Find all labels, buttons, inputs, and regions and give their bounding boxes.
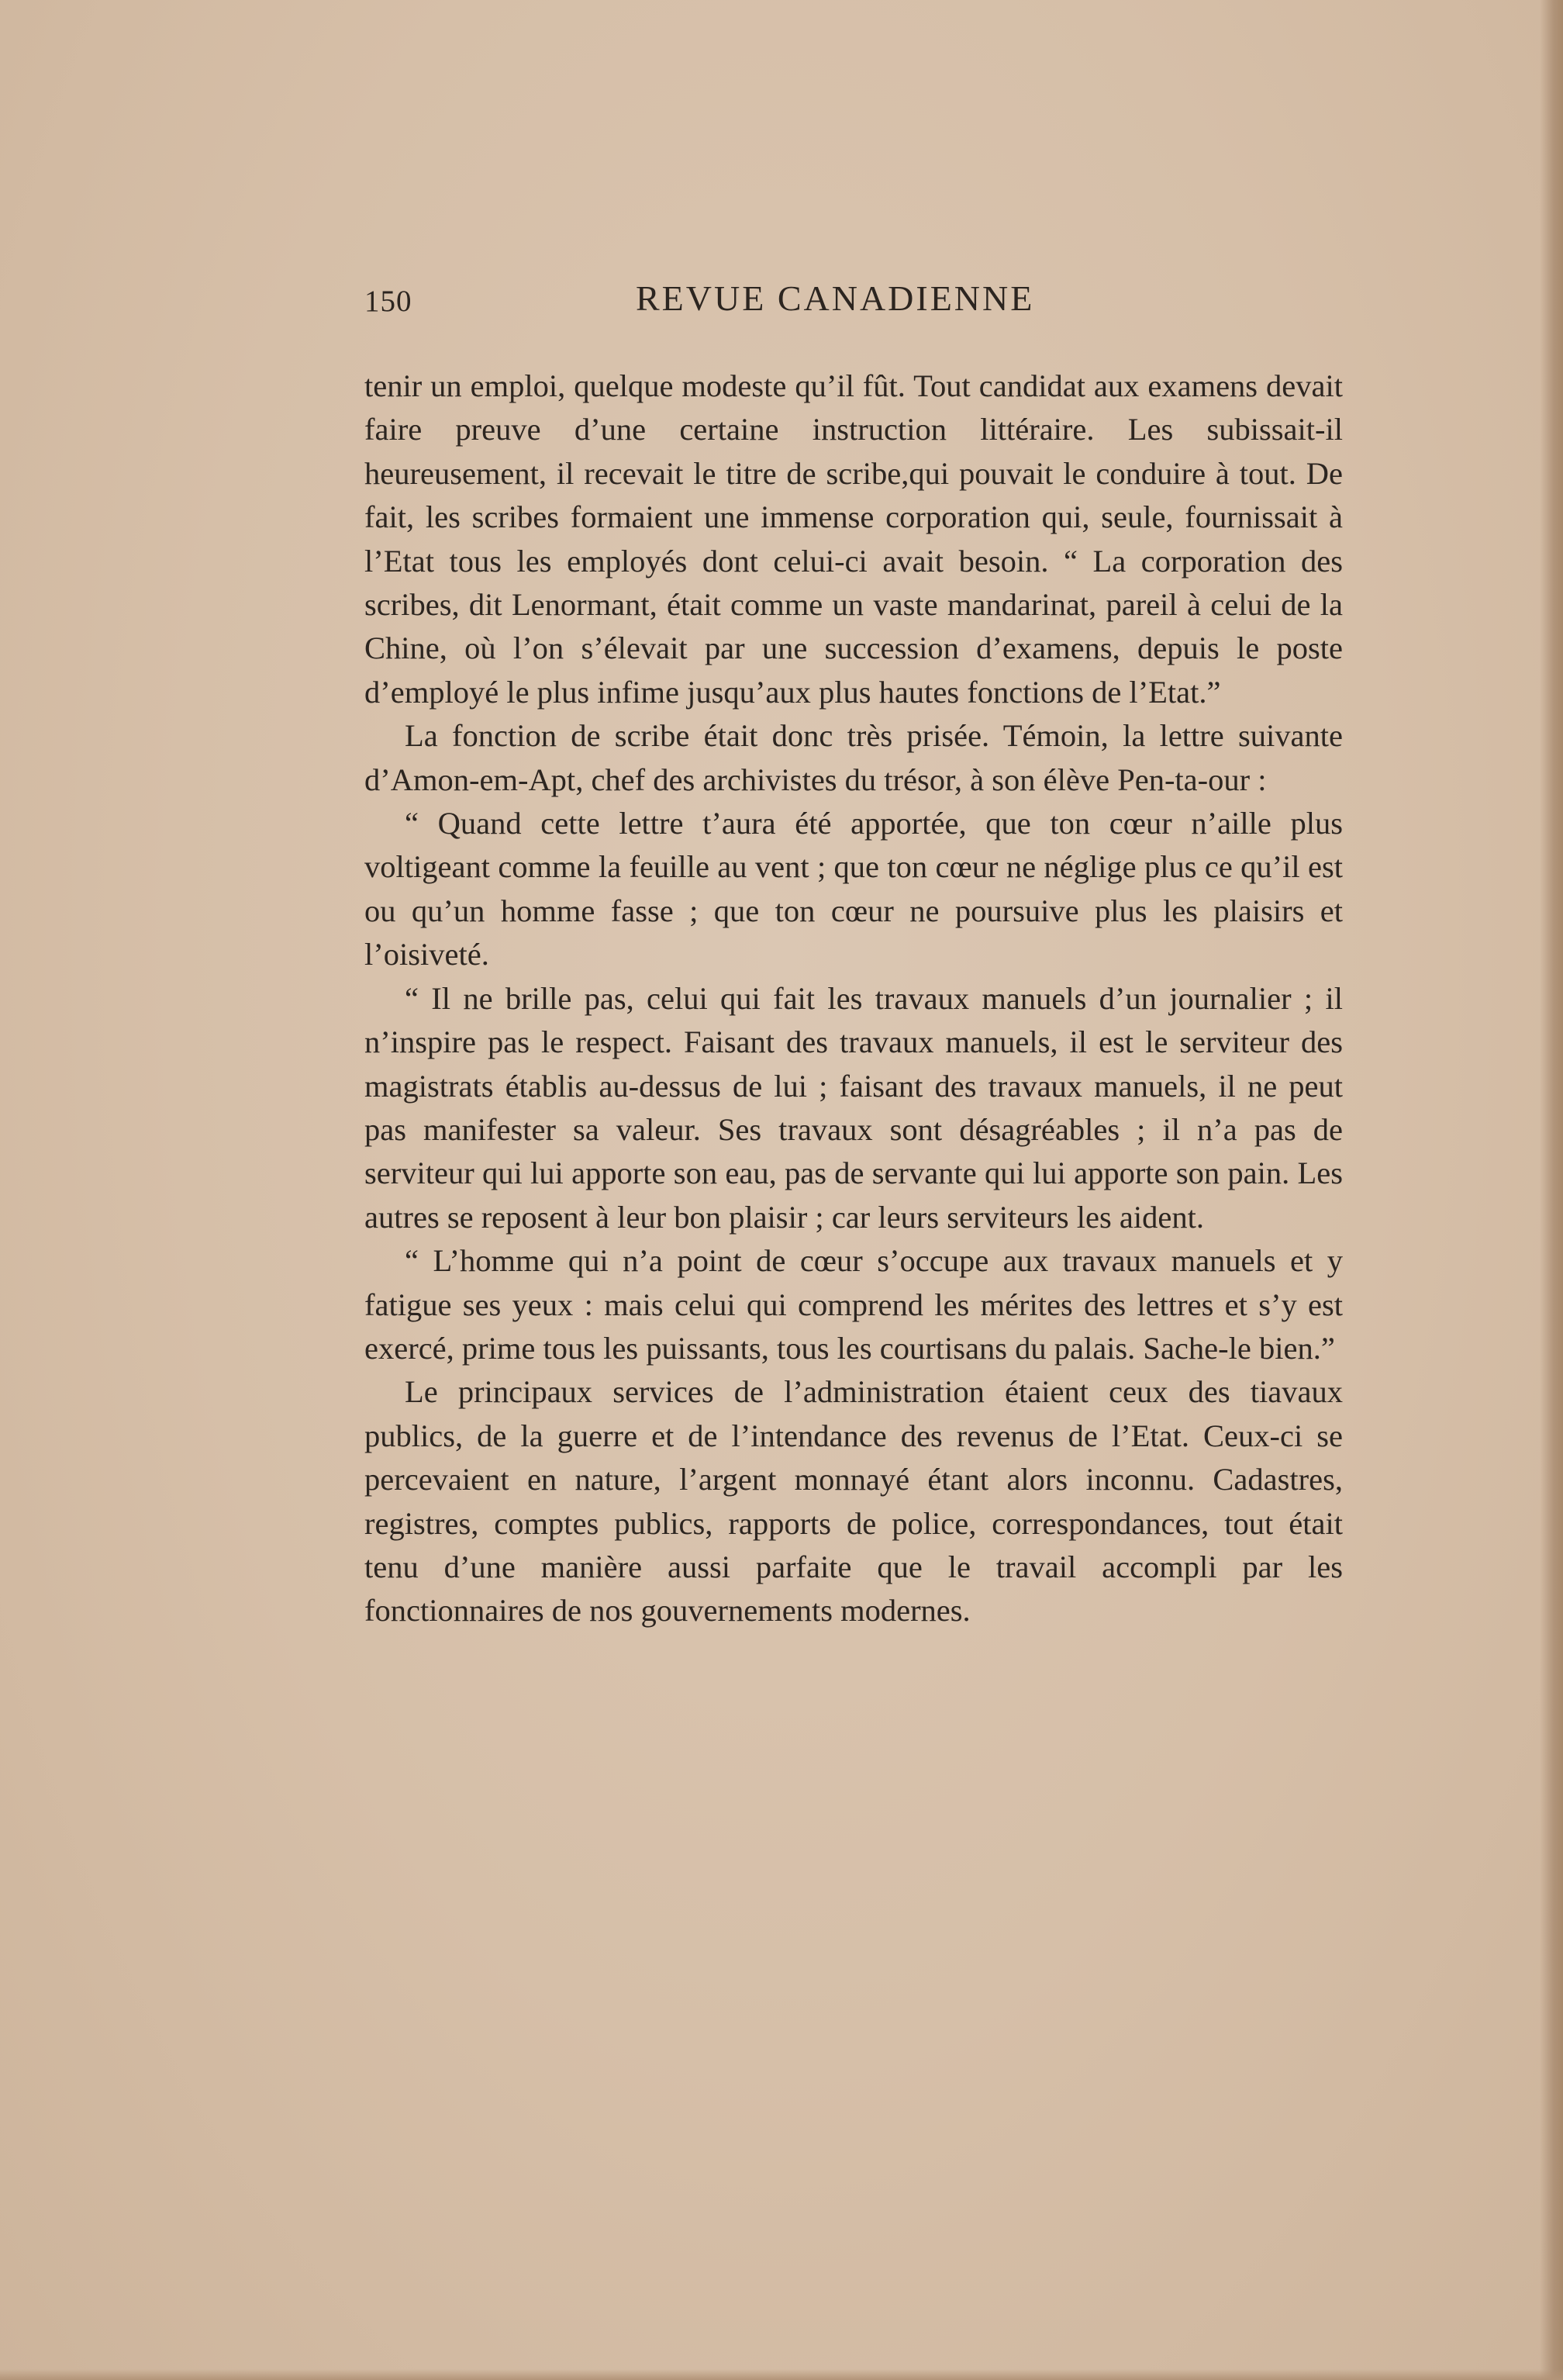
paragraph: La fonction de scribe était donc très prisée. Témoin, la lettre suivante d’Amon-em-Apt, chef des archivistes du trésor, à son élève Pen-ta-our : bbox=[364, 718, 1343, 797]
paragraph: “ L’homme qui n’a point de cœur s’occupe aux travaux manuels et y fatigue ses yeux : mais celui qui comprend les mérites des lettres et s’y est exercé, prime tous les puissants, tous les courtisans du palais. Sache-le bien.” bbox=[364, 1243, 1343, 1366]
paragraph: “ Il ne brille pas, celui qui fait les travaux manuels d’un journalier ; il n’inspire pas le respect. Faisant des travaux manuels, il est le serviteur des magistrats établis au-dessus de lui ; faisant des travaux manuels, il ne peut pas manifester sa valeur. Ses travaux sont désagréables ; il n’a pas de serviteur qui lui apporte son eau, pas de servante qui lui apporte son pain. Les autres se reposent à leur bon plaisir ; car leurs serviteurs les aident. bbox=[364, 980, 1343, 1235]
page-edge-right bbox=[1540, 0, 1563, 2380]
running-title: REVUE CANADIENNE bbox=[636, 278, 1035, 318]
paragraph: tenir un emploi, quelque modeste qu’il fût. Tout candidat aux examens devait faire preuve d’une certaine instruction littéraire. Les subissait-il heureusement, il recevait le titre de scribe,qui pouvait le conduire à tout. De fait, les scribes formaient une immense corporation qui, seule, fournissait à l’Etat tous les employés dont celui-ci avait besoin. “ La corporation des scribes, dit Lenormant, était comme un vaste mandarinat, pareil à celui de la Chine, où l’on s’élevait par une succession d’examens, depuis le poste d’employé le plus infime jusqu’aux plus hautes fonctions de l’Etat.” bbox=[364, 368, 1343, 710]
page-edge-bottom bbox=[0, 2369, 1563, 2380]
paragraph: “ Quand cette lettre t’aura été apportée, que ton cœur n’aille plus voltigeant comme la feuille au vent ; que ton cœur ne néglige plus ce qu’il est ou qu’un homme fasse ; que ton cœur ne poursuive plus les plaisirs et l’oisiveté. bbox=[364, 806, 1343, 972]
page-number: 150 bbox=[364, 285, 412, 318]
body-text bbox=[364, 364, 1343, 1633]
paragraph: Le principaux services de l’administration étaient ceux des tiavaux publics, de la guerre et de l’intendance des revenus de l’Etat. Ceux-ci se percevaient en nature, l’argent monnayé étant alors inconnu. Cadastres, registres, comptes publics, rapports de police, correspondances, tout était tenu d’une manière aussi parfaite que le travail accompli par les fonctionnaires de nos gouvernements modernes. bbox=[364, 1374, 1343, 1629]
page-header bbox=[364, 278, 1062, 324]
